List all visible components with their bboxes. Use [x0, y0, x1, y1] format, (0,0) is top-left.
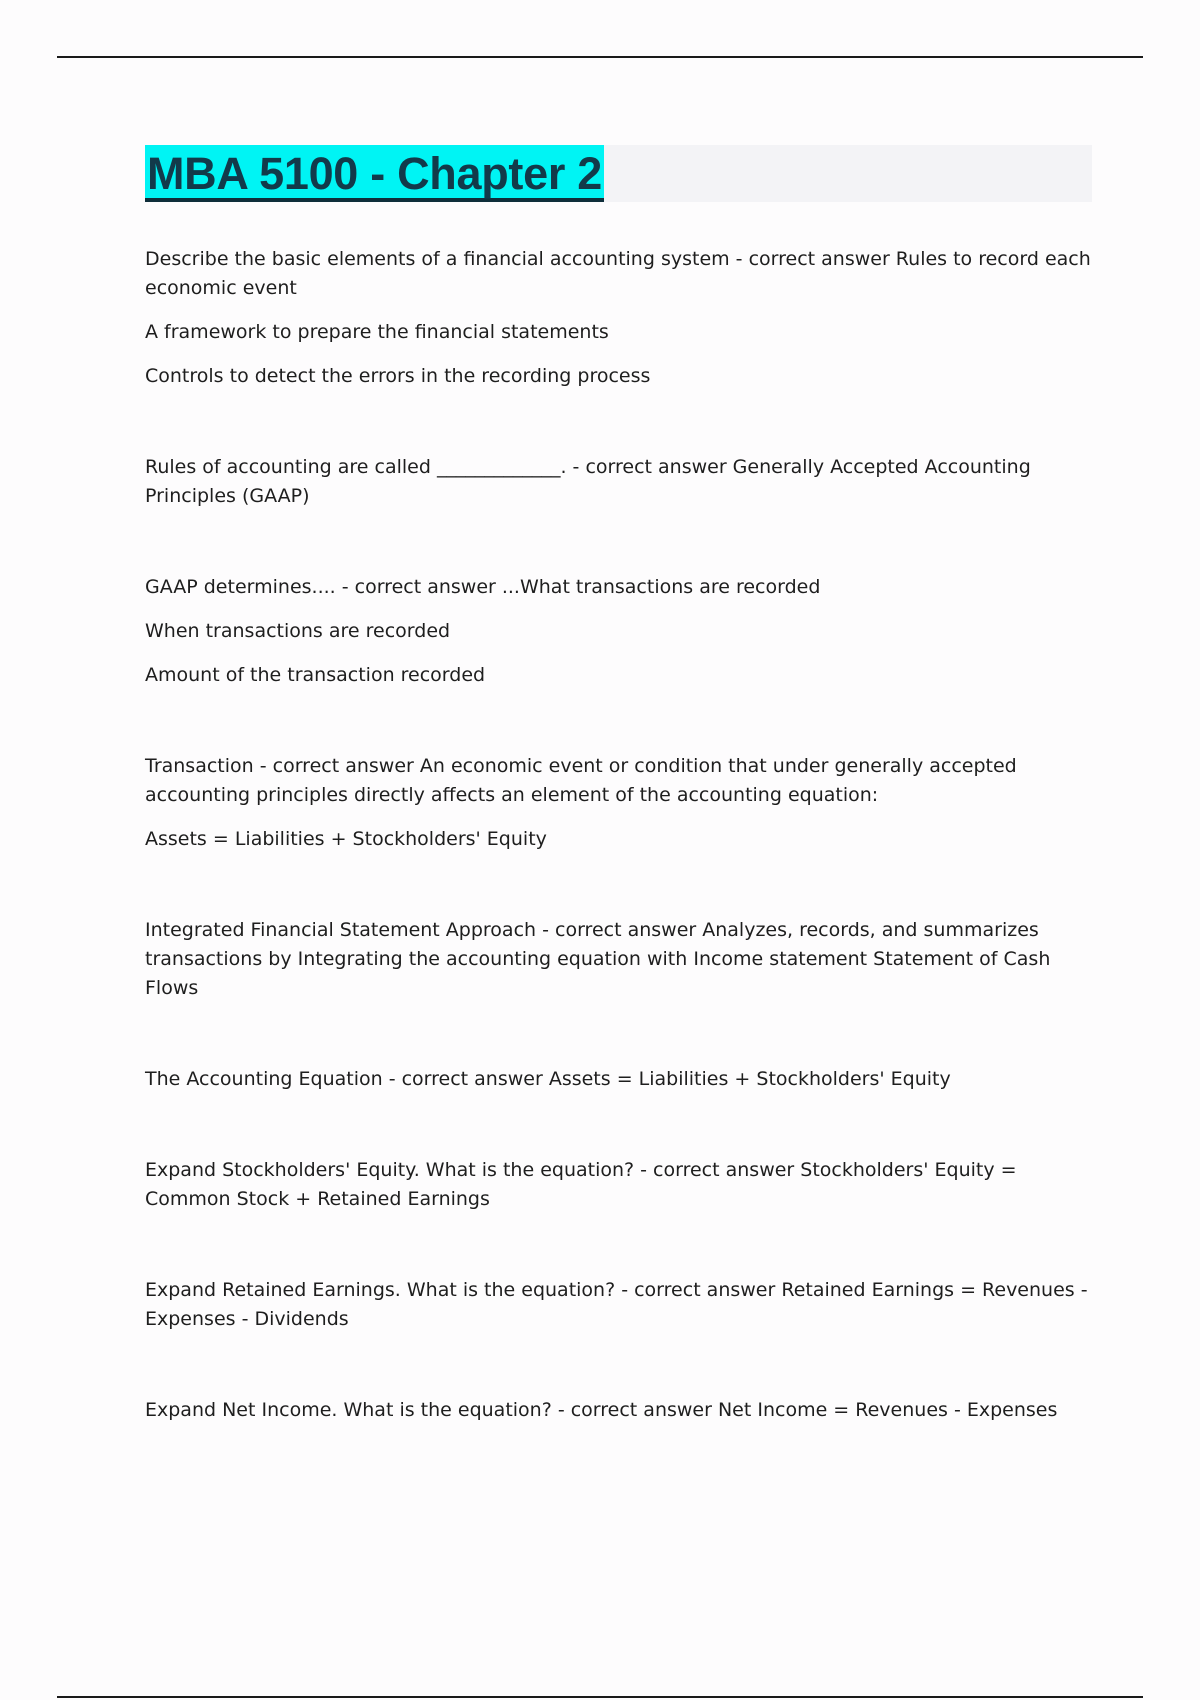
card-line: Expand Stockholders' Equity. What is the equation? - correct answer Stockholders' Equity = Common Stock + Retained Earnings	[145, 1159, 1017, 1210]
flashcard	[145, 573, 1095, 690]
card-line: Controls to detect the errors in the recording process	[145, 365, 651, 387]
card-line: Expand Retained Earnings. What is the equation? - correct answer Retained Earnings = Revenues - Expenses - Dividends	[145, 1279, 1088, 1330]
card-line: Integrated Financial Statement Approach - correct answer Analyzes, records, and summarizes transactions by Integrating the accounting equation with Income statement Statement of Cash Flows	[145, 919, 1051, 999]
card-line: Amount of the transaction recorded	[145, 664, 486, 686]
flashcard	[145, 1396, 1095, 1425]
page-title: MBA 5100 - Chapter 2	[145, 145, 604, 202]
flashcard	[145, 916, 1095, 1003]
flashcard	[145, 453, 1095, 511]
card-line: Describe the basic elements of a financial accounting system - correct answer Rules to record each economic event	[145, 248, 1091, 299]
card-line: When transactions are recorded	[145, 620, 451, 642]
card-line: Transaction - correct answer An economic event or condition that under generally accepted accounting principles directly affects an element of the accounting equation:	[145, 755, 1017, 806]
card-line: Rules of accounting are called _____________. - correct answer Generally Accepted Accounting Principles (GAAP)	[145, 456, 1031, 507]
flashcard-list	[145, 245, 1095, 1425]
card-line: Assets = Liabilities + Stockholders' Equity	[145, 828, 547, 850]
top-rule	[57, 56, 1143, 58]
card-line: GAAP determines.... - correct answer ...What transactions are recorded	[145, 576, 821, 598]
card-line: Expand Net Income. What is the equation? - correct answer Net Income = Revenues - Expenses	[145, 1399, 1058, 1421]
flashcard	[145, 752, 1095, 854]
flashcard	[145, 1276, 1095, 1334]
card-line: A framework to prepare the financial statements	[145, 321, 609, 343]
flashcard	[145, 245, 1095, 391]
flashcard	[145, 1065, 1095, 1094]
bottom-rule	[57, 1696, 1143, 1698]
flashcard	[145, 1156, 1095, 1214]
card-line: The Accounting Equation - correct answer Assets = Liabilities + Stockholders' Equity	[145, 1068, 951, 1090]
